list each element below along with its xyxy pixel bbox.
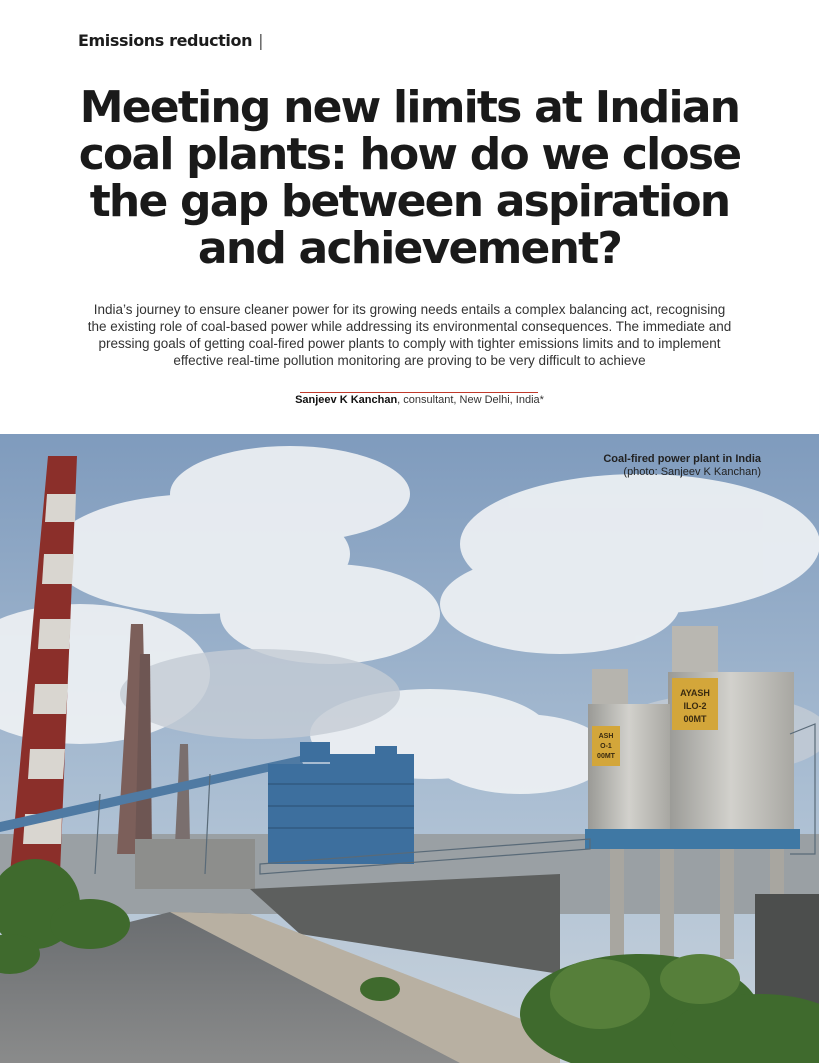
hero-photo xyxy=(0,434,819,1063)
small-silo-label-line1: ASH xyxy=(598,733,614,740)
section-label xyxy=(78,31,263,50)
section-separator: | xyxy=(258,31,264,50)
silo-label-line3: 00MT xyxy=(683,714,707,724)
headline: Meeting new limits at Indian coal plants: how do we close the gap between aspiration and achievement? xyxy=(78,82,741,274)
byline-rule xyxy=(300,392,538,393)
caption-credit: (photo: Sanjeev K Kanchan) xyxy=(623,466,761,478)
silo-label-line2: ILO-2 xyxy=(683,701,707,711)
section-label-text: Emissions reduction xyxy=(78,31,253,50)
photo-caption xyxy=(603,453,761,479)
byline xyxy=(200,394,639,406)
silo-label-line1: AYASH xyxy=(680,688,710,698)
byline-affiliation: , consultant, New Delhi, India* xyxy=(397,394,544,406)
byline-author: Sanjeev K Kanchan xyxy=(295,394,398,406)
standfirst: India’s journey to ensure cleaner power for its growing needs entails a complex balancing act, recognising the existing role of coal-based power while addressing its environmental consequences. The immediate and pressing goals of getting coal-fired power plants to comply with tighter emissions limits and to implement effective real-time pollution monitoring are proving to be very difficult to achieve xyxy=(87,302,732,368)
power-plant-illustration xyxy=(0,434,819,1063)
small-silo-label-line3: 00MT xyxy=(597,753,615,760)
small-silo-label-line2: O-1 xyxy=(600,743,612,750)
caption-title: Coal-fired power plant in India xyxy=(603,453,761,465)
